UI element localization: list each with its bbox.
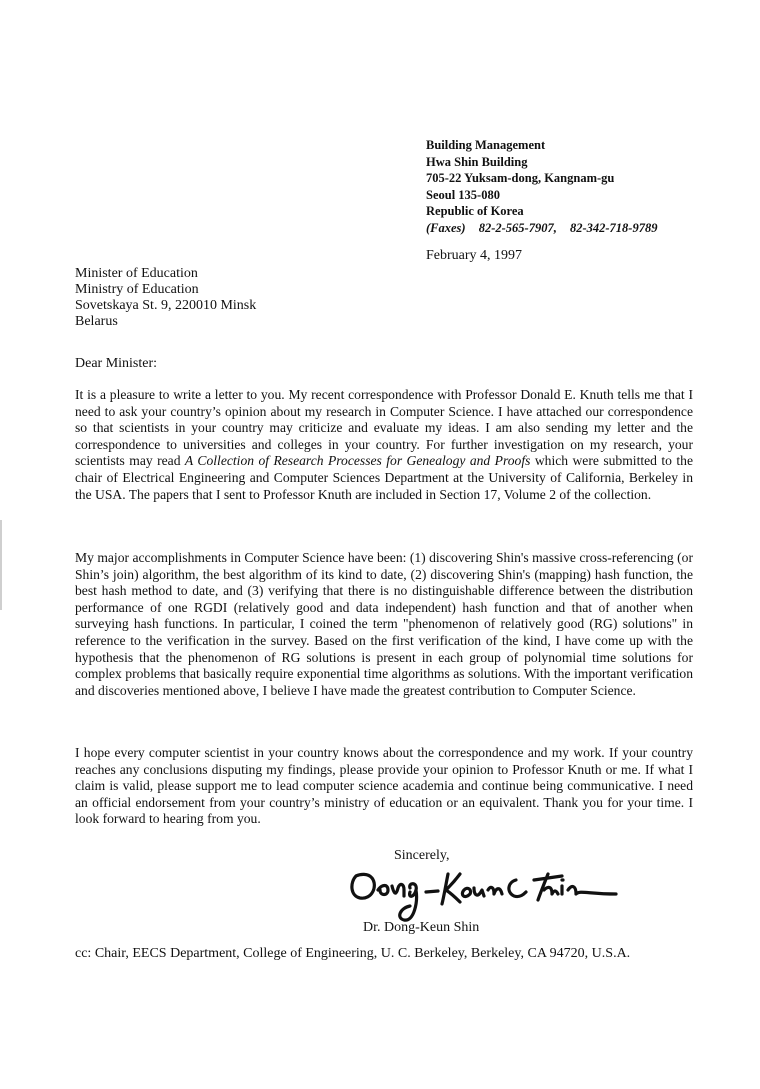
sender-building: Hwa Shin Building xyxy=(426,154,528,169)
signer-name: Dr. Dong-Keun Shin xyxy=(363,920,480,935)
fax-number-1: 82-2-565-7907, xyxy=(478,220,557,235)
scan-edge-mark xyxy=(0,520,2,610)
closing: Sincerely, xyxy=(394,848,450,863)
sender-fax-line xyxy=(426,220,667,237)
sender-country: Republic of Korea xyxy=(426,204,524,218)
recipient-address-block xyxy=(75,266,256,330)
recipient-street: Sovetskaya St. 9, 220010 Minsk xyxy=(75,298,257,313)
handwritten-signature xyxy=(348,868,638,928)
paragraph-1-text-end: which were submitted to the chair of Electrical Engineering and Computer Sciences Department at the University of California, Berkeley in the USA. The papers that I sent to Professor Knuth are included in Section 17, Volume 2 of the collection. xyxy=(75,453,693,502)
recipient-title: Minister of Education xyxy=(75,266,198,281)
letter-date: February 4, 1997 xyxy=(426,248,523,263)
body-paragraph-1 xyxy=(75,387,693,503)
body-paragraph-3: I hope every computer scientist in your country knows about the correspondence and my work. If your country reaches any conclusions disputing my findings, please provide your opinion to Professor Knuth or me. If what I claim is valid, please support me to lead computer science academia and continue being communicative. I need an official endorsement from your country’s ministry of education or an equivalent. Thank you for your time. I look forward to hearing from you. xyxy=(75,745,693,827)
sender-street: 705-22 Yuksam-dong, Kangnam-gu xyxy=(426,171,615,185)
paragraph-1-text-start: It is a pleasure to write a letter to you. My recent correspondence with Professor Donald E. Knuth tells me that I need to ask your country’s opinion about my research in Computer Science. I have attached our correspondence so that scientists in your country may criticize and evaluate my ideas. I am also sending my letter and the correspondence to universities and colleges in your country. For further investigation on my research, your scientists may read xyxy=(75,387,693,469)
salutation: Dear Minister: xyxy=(75,356,158,371)
body-paragraph-2: My major accomplishments in Computer Science have been: (1) discovering Shin's massive cross-referencing (or Shin’s join) algorithm, the best algorithm of its kind to date, (2) discovering Shin's (mapping) hash function, the best hash method to date, and (3) verifying that there is no distinguishable difference between the distribution performance of one RGDI (relatively good and data independent) hash function and that of another when surveying hash functions. In particular, I coined the term "phenomenon of relatively good (RG) solutions" in reference to the verification in the survey. Based on the first verification of the kind, I have come up with the hypothesis that the phenomenon of RG solutions is present in each group of polynomial time solutions for complex problems that basically require exponential time algorithms as solutions. With the important verification and discoveries mentioned above, I believe I have made the greatest contribution to Computer Science. xyxy=(75,550,693,698)
sender-city: Seoul 135-080 xyxy=(426,187,500,202)
sender-address-block xyxy=(426,137,667,236)
fax-number-2: 82-342-718-9789 xyxy=(569,220,658,235)
recipient-country: Belarus xyxy=(75,314,118,329)
fax-label: (Faxes) xyxy=(426,220,466,235)
sender-organization: Building Management xyxy=(426,138,546,152)
cc-line: cc: Chair, EECS Department, College of Engineering, U. C. Berkeley, Berkeley, CA 94720, U.S.A. xyxy=(75,946,631,961)
recipient-ministry: Ministry of Education xyxy=(75,282,199,297)
publication-title: A Collection of Research Processes for Genealogy and Proofs xyxy=(184,453,531,469)
